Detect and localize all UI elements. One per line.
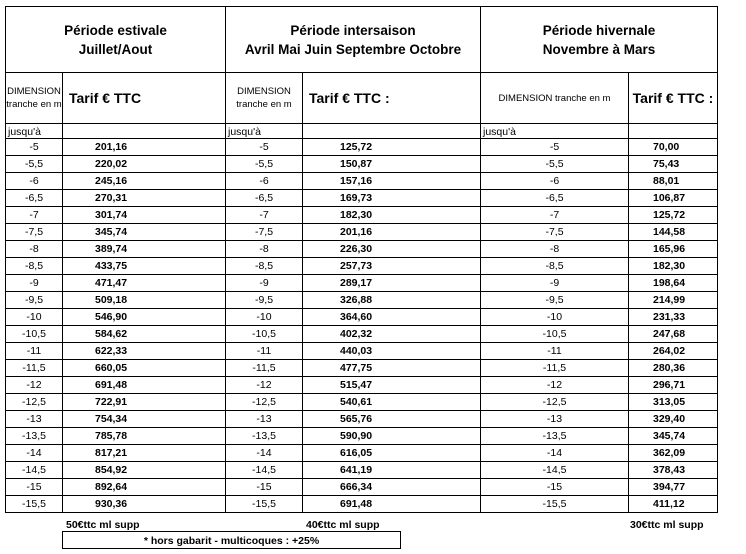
- hors-gabarit-note: * hors gabarit - multicoques : +25%: [62, 531, 401, 549]
- price-intersaison: 540,61: [303, 394, 481, 411]
- price-hivernale: 313,05: [629, 394, 718, 411]
- price-intersaison: 289,17: [303, 275, 481, 292]
- price-estivale: 301,74: [63, 207, 226, 224]
- price-hivernale: 106,87: [629, 190, 718, 207]
- price-intersaison: 125,72: [303, 139, 481, 156]
- table-row: [6, 479, 718, 496]
- dimension-cell: -12: [6, 377, 63, 394]
- dimension-cell: -12,5: [6, 394, 63, 411]
- table-row: [6, 428, 718, 445]
- price-estivale: 817,21: [63, 445, 226, 462]
- price-hivernale: 75,43: [629, 156, 718, 173]
- dimension-cell: -5,5: [6, 156, 63, 173]
- dimension-cell: -13,5: [6, 428, 63, 445]
- dimension-cell: -12,5: [226, 394, 303, 411]
- table-row: [6, 360, 718, 377]
- period-title: Période estivale: [64, 22, 167, 38]
- price-intersaison: 402,32: [303, 326, 481, 343]
- dimension-header: DIMENSION tranche en m: [226, 73, 303, 124]
- table-row: [6, 258, 718, 275]
- price-hivernale: 125,72: [629, 207, 718, 224]
- table-row: [6, 462, 718, 479]
- dimension-cell: -10,5: [481, 326, 629, 343]
- dimension-cell: -15,5: [481, 496, 629, 513]
- price-estivale: 389,74: [63, 241, 226, 258]
- dimension-cell: -5: [481, 139, 629, 156]
- dimension-cell: -5: [6, 139, 63, 156]
- price-estivale: 660,05: [63, 360, 226, 377]
- dimension-cell: -11,5: [226, 360, 303, 377]
- tarif-table: [5, 6, 718, 513]
- price-hivernale: 214,99: [629, 292, 718, 309]
- table-row: [6, 139, 718, 156]
- period-intersaison-header: [226, 7, 481, 73]
- dimension-cell: -13,5: [226, 428, 303, 445]
- table-row: [6, 309, 718, 326]
- dimension-cell: -8,5: [6, 258, 63, 275]
- price-intersaison: 150,87: [303, 156, 481, 173]
- price-estivale: 546,90: [63, 309, 226, 326]
- table-row: [6, 394, 718, 411]
- price-hivernale: 296,71: [629, 377, 718, 394]
- price-intersaison: 257,73: [303, 258, 481, 275]
- price-estivale: 471,47: [63, 275, 226, 292]
- supp-estivale: 50€ttc ml supp: [66, 519, 140, 531]
- price-hivernale: 394,77: [629, 479, 718, 496]
- table-row: [6, 326, 718, 343]
- table-row: [6, 207, 718, 224]
- price-intersaison: 157,16: [303, 173, 481, 190]
- dimension-cell: -5,5: [481, 156, 629, 173]
- price-estivale: 201,16: [63, 139, 226, 156]
- price-intersaison: 182,30: [303, 207, 481, 224]
- price-estivale: 691,48: [63, 377, 226, 394]
- jusqua-label: jusqu'à: [226, 124, 303, 139]
- price-intersaison: 641,19: [303, 462, 481, 479]
- period-title: Période intersaison: [290, 22, 416, 38]
- dimension-cell: -13: [481, 411, 629, 428]
- price-estivale: 584,62: [63, 326, 226, 343]
- table-row: [6, 292, 718, 309]
- price-hivernale: 198,64: [629, 275, 718, 292]
- dimension-cell: -15: [481, 479, 629, 496]
- dimension-cell: -15,5: [6, 496, 63, 513]
- price-hivernale: 264,02: [629, 343, 718, 360]
- table-row: [6, 343, 718, 360]
- table-row: [6, 496, 718, 513]
- price-hivernale: 362,09: [629, 445, 718, 462]
- table-row: [6, 156, 718, 173]
- dimension-header: DIMENSION tranche en m: [6, 73, 63, 124]
- price-hivernale: 70,00: [629, 139, 718, 156]
- price-intersaison: 515,47: [303, 377, 481, 394]
- dimension-cell: -7,5: [481, 224, 629, 241]
- period-estivale-header: [6, 7, 226, 73]
- column-header-row: [6, 73, 718, 124]
- price-estivale: 754,34: [63, 411, 226, 428]
- dimension-cell: -12: [226, 377, 303, 394]
- price-estivale: 245,16: [63, 173, 226, 190]
- price-intersaison: 477,75: [303, 360, 481, 377]
- dimension-cell: -14,5: [481, 462, 629, 479]
- dimension-cell: -6: [6, 173, 63, 190]
- dimension-cell: -6: [481, 173, 629, 190]
- dimension-cell: -10: [481, 309, 629, 326]
- dimension-cell: -15,5: [226, 496, 303, 513]
- tarif-header: Tarif € TTC :: [629, 73, 718, 124]
- price-intersaison: 590,90: [303, 428, 481, 445]
- price-estivale: 509,18: [63, 292, 226, 309]
- table-row: [6, 190, 718, 207]
- dimension-cell: -7: [481, 207, 629, 224]
- dimension-cell: -9,5: [226, 292, 303, 309]
- tarif-header: Tarif € TTC :: [303, 73, 481, 124]
- dimension-header: DIMENSION tranche en m: [481, 73, 629, 124]
- dimension-cell: -8: [226, 241, 303, 258]
- dimension-cell: -7,5: [6, 224, 63, 241]
- supp-intersaison: 40€ttc ml supp: [306, 519, 380, 531]
- dimension-cell: -9: [226, 275, 303, 292]
- dimension-cell: -6: [226, 173, 303, 190]
- dimension-cell: -8: [6, 241, 63, 258]
- price-estivale: 622,33: [63, 343, 226, 360]
- price-hivernale: 165,96: [629, 241, 718, 258]
- dimension-cell: -10,5: [226, 326, 303, 343]
- dimension-cell: -10: [226, 309, 303, 326]
- dimension-cell: -11,5: [6, 360, 63, 377]
- dimension-cell: -5: [226, 139, 303, 156]
- period-months: Novembre à Mars: [542, 41, 656, 57]
- price-estivale: 854,92: [63, 462, 226, 479]
- price-estivale: 892,64: [63, 479, 226, 496]
- dimension-cell: -6,5: [6, 190, 63, 207]
- table-row: [6, 224, 718, 241]
- empty-cell: [63, 124, 226, 139]
- price-estivale: 433,75: [63, 258, 226, 275]
- price-intersaison: 226,30: [303, 241, 481, 258]
- price-intersaison: 691,48: [303, 496, 481, 513]
- dimension-cell: -13,5: [481, 428, 629, 445]
- dimension-cell: -12,5: [481, 394, 629, 411]
- period-hivernale-header: [481, 7, 718, 73]
- dimension-cell: -14,5: [226, 462, 303, 479]
- table-row: [6, 173, 718, 190]
- dimension-cell: -8: [481, 241, 629, 258]
- price-intersaison: 326,88: [303, 292, 481, 309]
- price-intersaison: 440,03: [303, 343, 481, 360]
- jusqua-row: [6, 124, 718, 139]
- dimension-cell: -11,5: [481, 360, 629, 377]
- price-hivernale: 247,68: [629, 326, 718, 343]
- price-intersaison: 364,60: [303, 309, 481, 326]
- dimension-cell: -6,5: [226, 190, 303, 207]
- empty-cell: [303, 124, 481, 139]
- price-hivernale: 182,30: [629, 258, 718, 275]
- dimension-cell: -13: [226, 411, 303, 428]
- price-estivale: 930,36: [63, 496, 226, 513]
- dimension-cell: -8,5: [481, 258, 629, 275]
- dimension-cell: -9,5: [6, 292, 63, 309]
- table-row: [6, 377, 718, 394]
- price-intersaison: 169,73: [303, 190, 481, 207]
- price-hivernale: 280,36: [629, 360, 718, 377]
- period-title: Période hivernale: [542, 22, 656, 38]
- dimension-cell: -11: [6, 343, 63, 360]
- table-row: [6, 241, 718, 258]
- price-hivernale: 345,74: [629, 428, 718, 445]
- period-header-row: [6, 7, 718, 73]
- price-hivernale: 144,58: [629, 224, 718, 241]
- supp-hivernale: 30€ttc ml supp: [630, 519, 704, 531]
- price-estivale: 345,74: [63, 224, 226, 241]
- empty-cell: [629, 124, 718, 139]
- price-estivale: 220,02: [63, 156, 226, 173]
- price-hivernale: 411,12: [629, 496, 718, 513]
- dimension-cell: -5,5: [226, 156, 303, 173]
- dimension-cell: -9: [481, 275, 629, 292]
- dimension-cell: -14: [481, 445, 629, 462]
- dimension-cell: -9: [6, 275, 63, 292]
- jusqua-label: jusqu'à: [481, 124, 629, 139]
- dimension-cell: -14: [6, 445, 63, 462]
- dimension-cell: -11: [481, 343, 629, 360]
- price-estivale: 722,91: [63, 394, 226, 411]
- period-months: Juillet/Aout: [78, 41, 153, 57]
- table-row: [6, 411, 718, 428]
- dimension-cell: -10: [6, 309, 63, 326]
- dimension-cell: -8,5: [226, 258, 303, 275]
- price-intersaison: 616,05: [303, 445, 481, 462]
- price-intersaison: 201,16: [303, 224, 481, 241]
- dimension-cell: -7: [6, 207, 63, 224]
- price-estivale: 270,31: [63, 190, 226, 207]
- dimension-cell: -7: [226, 207, 303, 224]
- price-intersaison: 565,76: [303, 411, 481, 428]
- period-months: Avril Mai Juin Septembre Octobre: [244, 41, 462, 57]
- table-row: [6, 445, 718, 462]
- price-intersaison: 666,34: [303, 479, 481, 496]
- dimension-cell: -15: [6, 479, 63, 496]
- dimension-cell: -6,5: [481, 190, 629, 207]
- dimension-cell: -10,5: [6, 326, 63, 343]
- price-hivernale: 378,43: [629, 462, 718, 479]
- price-hivernale: 88,01: [629, 173, 718, 190]
- dimension-cell: -14,5: [6, 462, 63, 479]
- jusqua-label: jusqu'à: [6, 124, 63, 139]
- price-estivale: 785,78: [63, 428, 226, 445]
- tarif-header: Tarif € TTC: [63, 73, 226, 124]
- dimension-cell: -7,5: [226, 224, 303, 241]
- price-hivernale: 329,40: [629, 411, 718, 428]
- dimension-cell: -13: [6, 411, 63, 428]
- dimension-cell: -9,5: [481, 292, 629, 309]
- dimension-cell: -15: [226, 479, 303, 496]
- dimension-cell: -14: [226, 445, 303, 462]
- dimension-cell: -11: [226, 343, 303, 360]
- table-row: [6, 275, 718, 292]
- dimension-cell: -12: [481, 377, 629, 394]
- price-hivernale: 231,33: [629, 309, 718, 326]
